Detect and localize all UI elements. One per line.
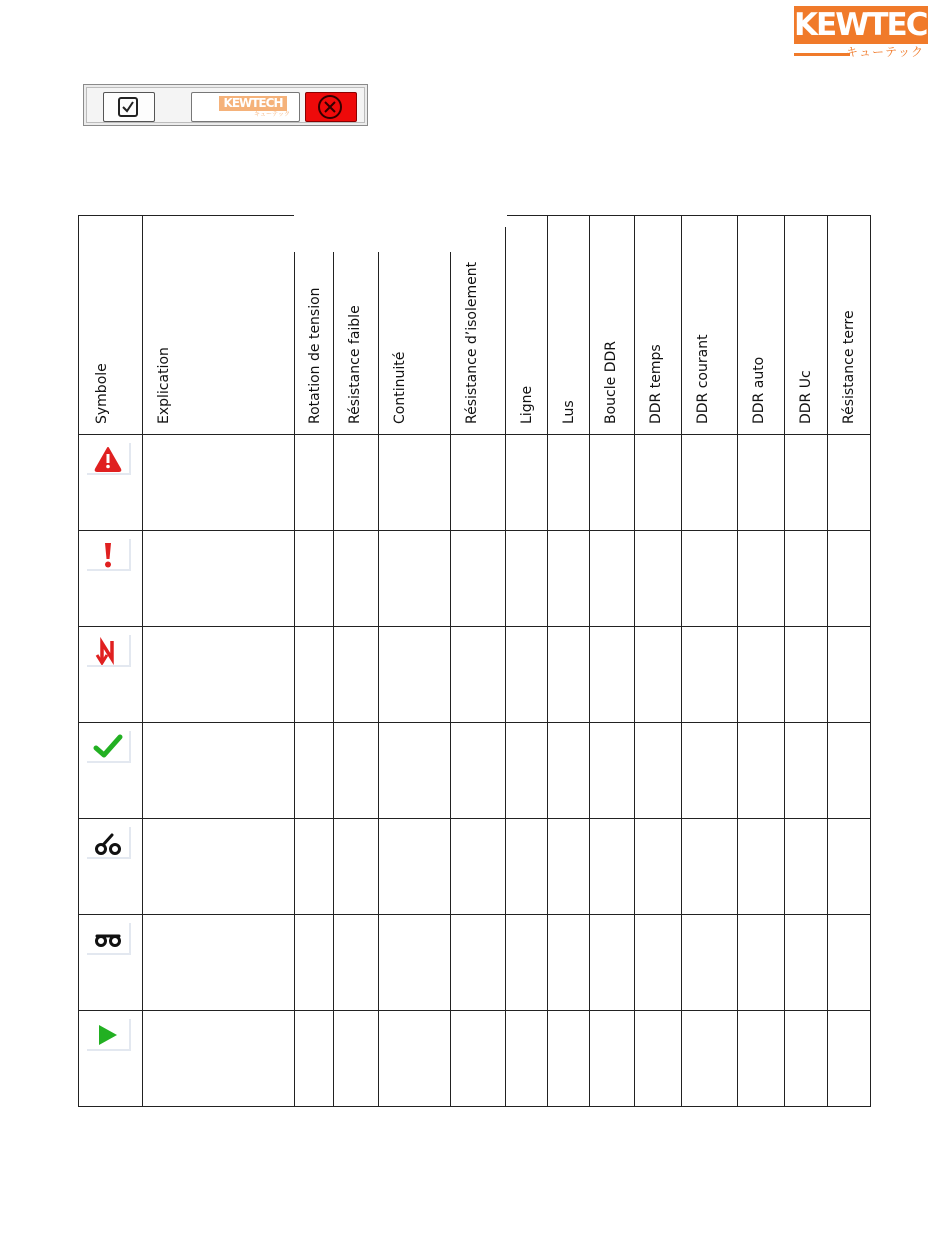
table-cell: [682, 723, 738, 819]
table-cell: [506, 1011, 548, 1107]
table-cell: [548, 723, 590, 819]
explanation-cell: [143, 915, 295, 1011]
table-cell: [295, 819, 334, 915]
header-gap: [378, 215, 452, 252]
table-cell: [738, 531, 785, 627]
header-cell: [79, 216, 143, 435]
header-label: Symbole: [94, 363, 110, 424]
table-cell: [785, 531, 828, 627]
table-cell: [682, 531, 738, 627]
table-cell: [828, 819, 871, 915]
logo-tagline: キューテック: [845, 45, 924, 59]
table-cell: [590, 627, 635, 723]
table-cell: [738, 819, 785, 915]
toolbar: [83, 84, 368, 126]
header-cell: [828, 216, 871, 435]
header-cell: [548, 216, 590, 435]
table-cell: [379, 435, 451, 531]
table-cell: [682, 435, 738, 531]
confirm-button[interactable]: [103, 92, 155, 122]
table-cell: [828, 531, 871, 627]
header-cell: [295, 216, 334, 435]
symbol-cell: [79, 915, 143, 1011]
table-cell: [785, 1011, 828, 1107]
header-cell: [682, 216, 738, 435]
header-label: Résistance faible: [347, 305, 363, 424]
table-cell: [590, 531, 635, 627]
explanation-cell: [143, 627, 295, 723]
table-cell: [334, 723, 379, 819]
table-cell: [451, 435, 506, 531]
table-cell: [590, 915, 635, 1011]
explanation-cell: [143, 819, 295, 915]
header-label: Résistance d’isolement: [464, 261, 480, 424]
table-cell: [785, 819, 828, 915]
brand-logo: [794, 6, 950, 59]
table-cell: [785, 915, 828, 1011]
header-cell: [334, 216, 379, 435]
play-icon: [87, 1019, 131, 1051]
table-cell: [635, 1011, 682, 1107]
explanation-cell: [143, 1011, 295, 1107]
brand-button[interactable]: [191, 92, 300, 122]
table-cell: [785, 435, 828, 531]
table-cell: [738, 1011, 785, 1107]
table-cell: [635, 915, 682, 1011]
table-cell: [451, 531, 506, 627]
table-cell: [548, 531, 590, 627]
table-row: [79, 435, 871, 531]
header-label: Rotation de tension: [307, 287, 323, 424]
header-label: Boucle DDR: [603, 341, 619, 424]
table-cell: [295, 531, 334, 627]
header-cell: [590, 216, 635, 435]
header-cell: [506, 216, 548, 435]
table-cell: [295, 627, 334, 723]
table-cell: [785, 627, 828, 723]
table-cell: [451, 1011, 506, 1107]
header-gap: [450, 215, 507, 227]
symbol-cell: [79, 435, 143, 531]
toolbar-frame: [86, 87, 365, 123]
table-cell: [295, 1011, 334, 1107]
table-cell: [635, 531, 682, 627]
table-row: [79, 531, 871, 627]
header-label: Résistance terre: [841, 310, 857, 424]
table-cell: [379, 531, 451, 627]
logo-wordmark: KEWTECH: [794, 7, 950, 43]
explanation-cell: [143, 723, 295, 819]
table-cell: [635, 723, 682, 819]
header-label: DDR Uc: [798, 370, 814, 424]
header-label: DDR auto: [751, 356, 767, 424]
table-cell: [682, 915, 738, 1011]
table-cell: [738, 627, 785, 723]
table-row: [79, 915, 871, 1011]
exclamation-icon: [87, 539, 131, 571]
mini-logo-tagline: キューテック: [254, 111, 291, 118]
symbol-cell: [79, 531, 143, 627]
table-cell: [738, 723, 785, 819]
table-cell: [828, 627, 871, 723]
header-label: Lus: [561, 400, 577, 424]
table-cell: [506, 435, 548, 531]
table-cell: [506, 627, 548, 723]
table-cell: [828, 915, 871, 1011]
table-cell: [379, 915, 451, 1011]
symbol-table: [78, 215, 871, 1107]
table-cell: [334, 435, 379, 531]
table-cell: [682, 627, 738, 723]
close-button[interactable]: [305, 92, 357, 122]
alert-triangle-icon: [87, 443, 131, 475]
table-cell: [295, 723, 334, 819]
logo-underline: [794, 53, 850, 56]
table-cell: [506, 531, 548, 627]
table-cell: [295, 915, 334, 1011]
header-label: Continuité: [392, 351, 408, 424]
open-switch-icon: [87, 827, 131, 859]
table-cell: [334, 1011, 379, 1107]
header-cell: [143, 216, 295, 435]
symbol-cell: [79, 1011, 143, 1107]
header-label: Ligne: [519, 385, 535, 424]
table-cell: [379, 723, 451, 819]
n-arrow-icon: [87, 635, 131, 667]
table-cell: [334, 627, 379, 723]
symbol-cell: [79, 627, 143, 723]
table-cell: [334, 915, 379, 1011]
table-cell: [590, 819, 635, 915]
table-row: [79, 1011, 871, 1107]
table-cell: [506, 819, 548, 915]
table-cell: [295, 435, 334, 531]
table-cell: [548, 915, 590, 1011]
check-box-icon: [118, 97, 138, 117]
header-label: Explication: [156, 347, 172, 424]
table-row: [79, 627, 871, 723]
table-cell: [506, 915, 548, 1011]
table-cell: [635, 819, 682, 915]
table-cell: [451, 819, 506, 915]
explanation-cell: [143, 531, 295, 627]
table-cell: [548, 1011, 590, 1107]
header-cell: [379, 216, 451, 435]
header-cell: [451, 216, 506, 435]
table-cell: [828, 723, 871, 819]
table-cell: [828, 1011, 871, 1107]
checkmark-icon: [87, 731, 131, 763]
table-cell: [785, 723, 828, 819]
table-cell: [379, 1011, 451, 1107]
table-cell: [451, 915, 506, 1011]
table-cell: [379, 819, 451, 915]
header-label: DDR temps: [648, 344, 664, 424]
header-row: [79, 216, 871, 435]
table-cell: [548, 627, 590, 723]
symbol-cell: [79, 723, 143, 819]
table-cell: [451, 627, 506, 723]
symbol-cell: [79, 819, 143, 915]
header-label: DDR courant: [695, 334, 711, 424]
header-cell: [635, 216, 682, 435]
closed-switch-icon: [87, 923, 131, 955]
table-cell: [590, 723, 635, 819]
mini-logo-wordmark: KEWTECH: [223, 96, 283, 110]
table-cell: [334, 531, 379, 627]
table-cell: [828, 435, 871, 531]
header-cell: [785, 216, 828, 435]
table-cell: [451, 723, 506, 819]
table-row: [79, 819, 871, 915]
table-cell: [682, 1011, 738, 1107]
table-cell: [590, 1011, 635, 1107]
table-cell: [506, 723, 548, 819]
table-row: [79, 723, 871, 819]
table-cell: [738, 915, 785, 1011]
table-cell: [548, 819, 590, 915]
table-cell: [548, 435, 590, 531]
header-cell: [738, 216, 785, 435]
table-cell: [635, 627, 682, 723]
table-cell: [635, 435, 682, 531]
table-cell: [682, 819, 738, 915]
table-cell: [738, 435, 785, 531]
close-circle-icon: [318, 95, 342, 119]
table-cell: [590, 435, 635, 531]
explanation-cell: [143, 435, 295, 531]
table-cell: [334, 819, 379, 915]
table-cell: [379, 627, 451, 723]
